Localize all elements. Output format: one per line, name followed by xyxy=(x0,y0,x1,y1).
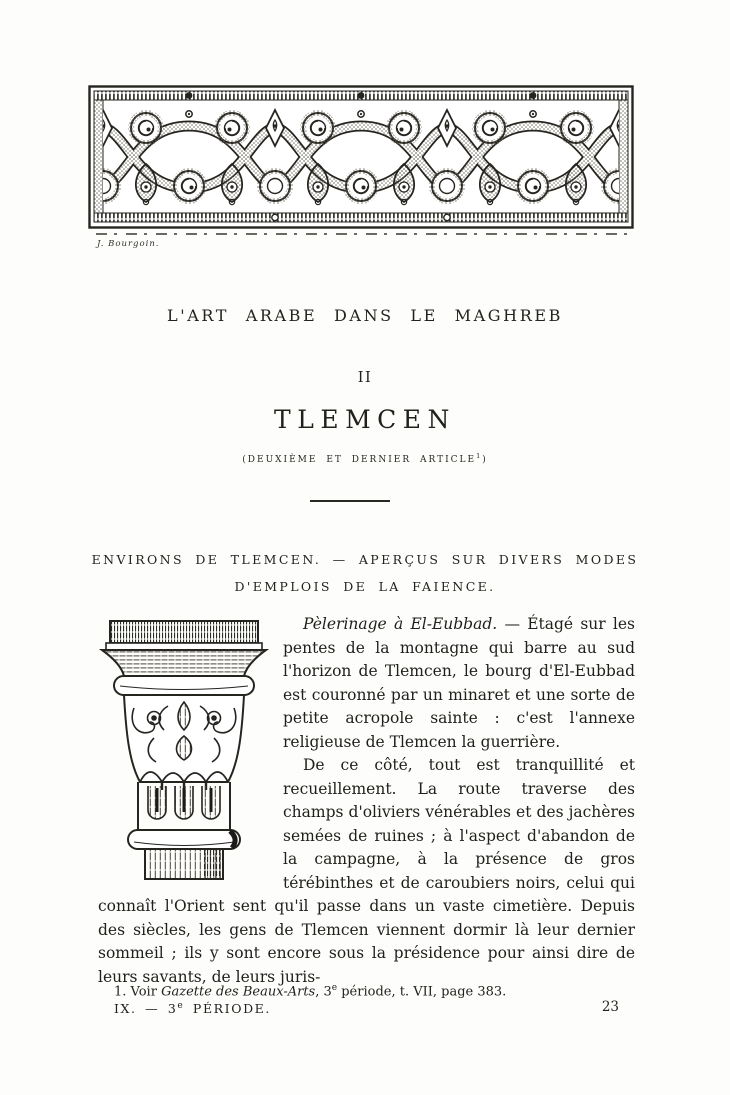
volume-label xyxy=(114,1001,271,1016)
footnote xyxy=(98,979,635,1001)
series-title: L'ART ARABE DANS LE MAGHREB xyxy=(167,306,563,325)
article-body xyxy=(98,613,635,989)
page-number: 23 xyxy=(601,999,619,1015)
footnote-text-post: période, t. VII, page 383. xyxy=(337,984,507,1000)
paragraph-de-ce-cote: De ce côté, tout est tranquillité et recueillement. La route traverse des champs d'oliviers vénérables et des jachères semées de ruines ; à l'aspect d'abandon de la campagne, à la présence de gros térébinthes et de caroubiers noirs, celui qui connaît l'Orient sent qu'il passe dans un vaste cimetière. Depuis des siècles, les gens de Tlemcen viennent dormir là leur dernier sommeil ; ils y sont encore sous la présidence pour ainsi dire de leurs savants, de leurs juris- xyxy=(98,756,635,986)
volume-pre: IX. — 3 xyxy=(114,1001,178,1017)
paragraph-lead-italic: Pèlerinage à El-Eubbad. xyxy=(303,615,498,633)
carved-capital-engraving xyxy=(98,618,270,880)
folio-line xyxy=(98,1001,635,1021)
volume-ordinal-sup: e xyxy=(177,1001,185,1011)
footnote-marker: 1. xyxy=(114,984,127,1000)
footnote-reference-marker: 1 xyxy=(476,452,483,460)
arabesque-headpiece-engraving xyxy=(88,84,634,242)
footnote-text-mid: , 3 xyxy=(315,984,332,1000)
engraver-signature: J. Bourgoin. xyxy=(97,239,160,249)
section-heading-line2: D'EMPLOIS DE LA FAIENCE. xyxy=(234,579,496,594)
section-divider-rule xyxy=(310,500,390,502)
footnote-text-pre: Voir xyxy=(126,984,162,1000)
subtitle-close: ) xyxy=(482,455,488,465)
chapter-title: TLEMCEN xyxy=(274,405,456,434)
subtitle-text: (DEUXIÈME ET DERNIER ARTICLE xyxy=(242,455,477,465)
section-heading-line1: ENVIRONS DE TLEMCEN. — APERÇUS SUR DIVERS MODES xyxy=(91,552,639,567)
volume-post: PÉRIODE. xyxy=(184,1001,271,1017)
article-subtitle xyxy=(0,452,730,465)
section-heading xyxy=(60,546,670,600)
part-numeral: II xyxy=(357,370,373,386)
footnote-ordinal-sup: e xyxy=(331,983,338,993)
paragraph-lead-rest: — Étagé sur les pentes de la montagne qui barre au sud l'horizon de Tlemcen, le bourg d'El-Eubbad est couronné par un minaret et une sorte de petite acropole sainte : c'est l'annexe religieuse de Tlemcen la guerrière. xyxy=(283,615,635,751)
footnote-work-title: Gazette des Beaux-Arts xyxy=(161,984,316,1000)
